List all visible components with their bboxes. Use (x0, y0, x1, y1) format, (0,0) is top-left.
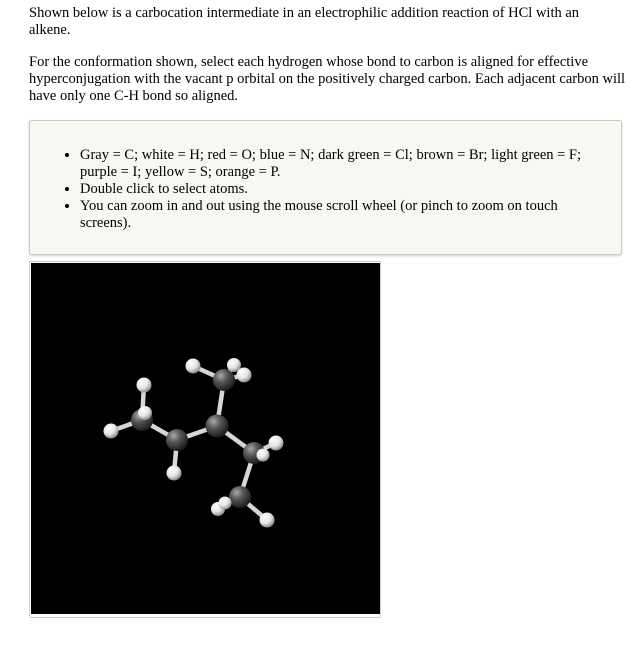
carbon-atom-c6[interactable] (229, 486, 251, 508)
instruction-color-key: • Gray = C; white = H; red = O; blue = N; dark green = Cl; brown = Br; light green = F; purple = I; yellow = S; orange = P. (80, 147, 610, 181)
hydrogen-atom-h9[interactable] (257, 449, 270, 462)
hydrogen-atom-h1[interactable] (137, 378, 152, 393)
instructions-list (80, 147, 610, 232)
hydrogen-atom-h7[interactable] (237, 368, 252, 383)
carbon-atom-c3[interactable] (206, 415, 229, 438)
instruction-select-atoms: • Double click to select atoms. (80, 181, 610, 198)
intro-text: Shown below is a carbocation intermediate in an electrophilic addition reaction of HCl with an alkene. (29, 5, 580, 38)
molecule-viewer[interactable] (31, 263, 380, 614)
molecule-canvas[interactable] (31, 263, 380, 614)
hydrogen-atom-h11[interactable] (219, 497, 232, 510)
molecule-viewer-frame (29, 261, 381, 618)
instructions-box (29, 120, 622, 255)
hydrogen-atom-h5[interactable] (186, 359, 201, 374)
hydrogen-atom-h2[interactable] (104, 424, 119, 439)
carbon-atom-c2[interactable] (166, 429, 188, 451)
hydrogen-atom-h4[interactable] (167, 466, 182, 481)
question-text: For the conformation shown, select each hydrogen whose bond to carbon is aligned for effective hyperconjugation with the vacant p orbital on the positively charged carbon. Each adjacent carbon will have only one C-H bond so aligned. (29, 54, 626, 104)
carbon-atom-c4[interactable] (213, 369, 235, 391)
hydrogen-atom-h8[interactable] (269, 436, 284, 451)
instruction-zoom: • You can zoom in and out using the mouse scroll wheel (or pinch to zoom on touch screens). (80, 198, 610, 232)
hydrogen-atom-h12[interactable] (260, 513, 275, 528)
hydrogen-atom-h3[interactable] (138, 406, 152, 420)
